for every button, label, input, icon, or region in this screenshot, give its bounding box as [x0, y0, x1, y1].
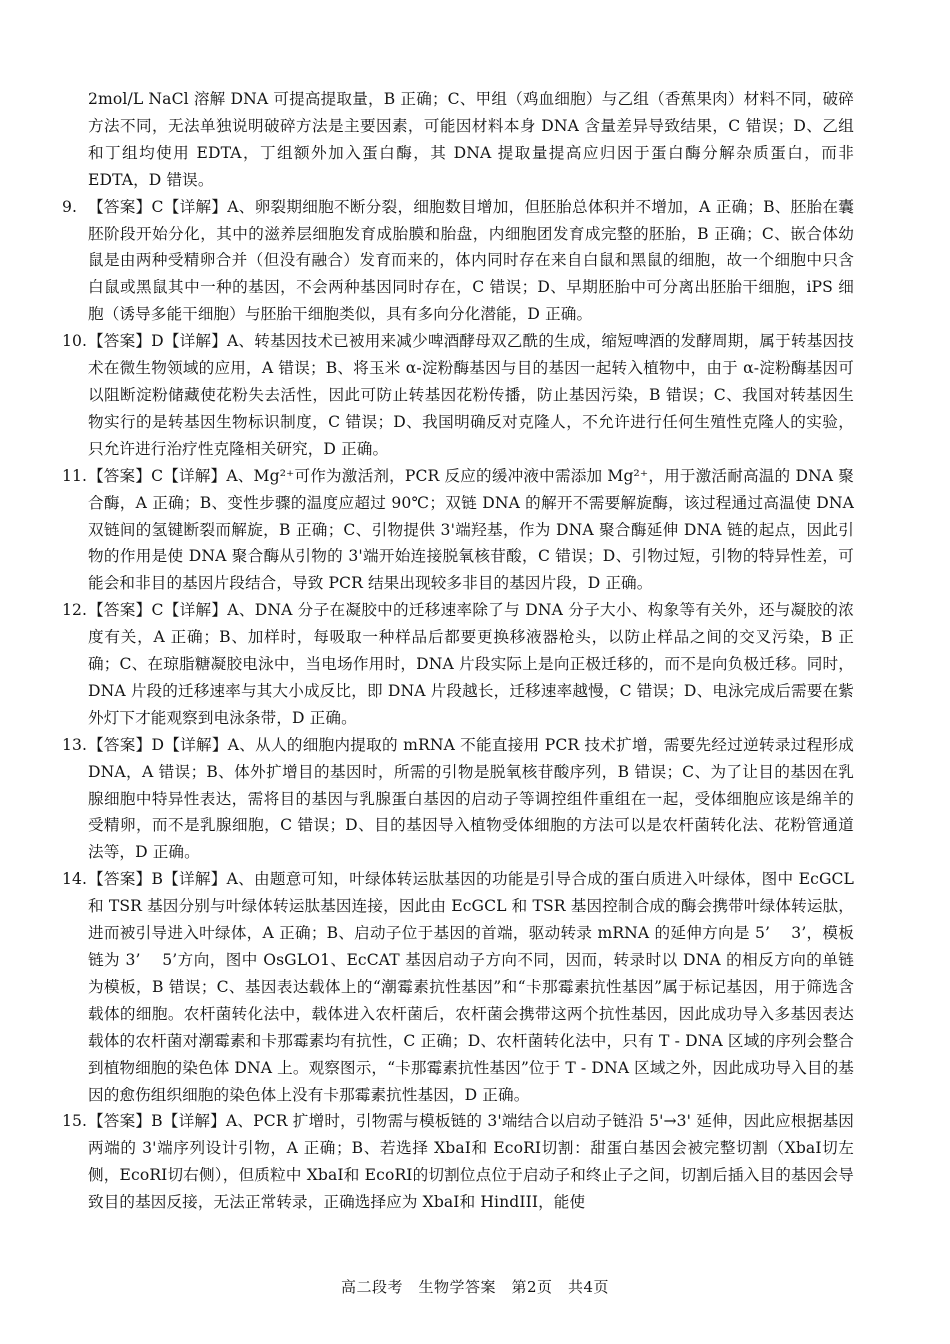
item-number: 10. [62, 332, 88, 351]
item-text: 【答案】B【详解】A、PCR 扩增时，引物需与模板链的 3'端结合以启动子链沿 5'→3' 延伸，因此应根据基因两端的 3'端序列设计引物，A 正确；B、若选择 XbaI和 EcoRI切割：甜蛋白基因会被完整切割（XbaI切左侧，EcoRI切右侧），但质粒中 XbaI和 EcoRI的切割位点位于启动子和终止子之间，切割后插入目的基因会导致目的基因反接，无法正常转录，正确选择应为 XbaI和 HindIII，能使 [88, 1112, 854, 1212]
answer-item-12 [62, 597, 854, 732]
item-text: 【答案】D【详解】A、转基因技术已被用来减少啤酒酵母双乙酰的生成，缩短啤酒的发酵周期，属于转基因技术在微生物领域的应用，A 错误；B、将玉米 α-淀粉酶基因与目的基因一起转入植物中，由于 α-淀粉酶基因可以阻断淀粉储藏使花粉失去活性，因此可防止转基因花粉传播，防止基因污染，B 错误；C、我国对转基因生物实行的是转基因生物标识制度，C 错误；D、我国明确反对克隆人，不允许进行任何生殖性克隆人的实验，只允许进行治疗性克隆相关研究，D 正确。 [88, 332, 854, 458]
answer-item-11 [62, 463, 854, 598]
item-number: 12. [62, 601, 88, 620]
item-number: 15. [62, 1112, 88, 1131]
item-text: 【答案】C【详解】A、Mg²⁺可作为激活剂，PCR 反应的缓冲液中需添加 Mg²⁺，用于激活耐高温的 DNA 聚合酶，A 正确；B、变性步骤的温度应超过 90℃；双链 DNA 的解开不需要解旋酶，该过程通过高温使 DNA 双链间的氢键断裂而解旋，B 正确；C、引物提供 3'端羟基，作为 DNA 聚合酶延伸 DNA 链的起点，因此引物的作用是使 DNA 聚合酶从引物的 3'端开始连接脱氧核苷酸，C 错误；D、引物过短，引物的特异性差，可能会和非目的基因片段结合，导致 PCR 结果出现较多非目的基因片段，D 正确。 [88, 466, 854, 593]
item-number: 9. [62, 197, 78, 216]
item-text: 【答案】C【详解】A、DNA 分子在凝胶中的迁移速率除了与 DNA 分子大小、构象等有关外，还与凝胶的浓度有关，A 正确；B、加样时，每吸取一种样品后都要更换移液器枪头，以防止样品之间的交叉污染，B 正确；C、在琼脂糖凝胶电泳中，当电场作用时，DNA 片段实际上是向正极迁移的，而不是向负极迁移。同时，DNA 片段的迁移速率与其大小成反比，即 DNA 片段越长，迁移速率越慢，C 错误；D、电泳完成后需要在紫外灯下才能观察到电泳条带，D 正确。 [88, 601, 854, 727]
item-number: 11. [62, 466, 88, 485]
item-text: 【答案】B【详解】A、由题意可知，叶绿体转运肽基因的功能是引导合成的蛋白质进入叶绿体，图中 EcGCL 和 TSR 基因分别与叶绿体转运肽基因连接，因此由 EcGCL 和 TSR 基因控制合成的酶会携带叶绿体转运肽，进而被引导进入叶绿体，A 正确；B、启动子位于基因的首端，驱动转录 mRNA 的延伸方向是 5’ 3’，模板链为 3’ 5’方向，图中 OsGLO1、EcCAT 基因启动子方向不同，因而，转录时以 DNA 的相反方向的单链为模板，B 错误；C、基因表达载体上的“潮霉素抗性基因”和“卡那霉素抗性基因”属于标记基因，用于筛选含载体的细胞。农杆菌转化法中，载体进入农杆菌后，农杆菌会携带这两个抗性基因，因此成功导入多基因表达载体的农杆菌对潮霉素和卡那霉素均有抗性，C 正确；D、农杆菌转化法中，只有 T - DNA 区域的序列会整合到植物细胞的染色体 DNA 上。观察图示，“卡那霉素抗性基因”位于 T - DNA 区域之外，因此成功导入目的基因的愈伤组织细胞的染色体上没有卡那霉素抗性基因，D 正确。 [88, 870, 854, 1104]
item-number: 14. [62, 870, 88, 889]
item-text: 【答案】C【详解】A、卵裂期细胞不断分裂，细胞数目增加，但胚胎总体积并不增加，A 正确；B、胚胎在囊胚阶段开始分化，其中的滋养层细胞发育成胎膜和胎盘，内细胞团发育成完整的胚胎，B 正确；C、嵌合体幼鼠是由两种受精卵合并（但没有融合）发育而来的，体内同时存在来自白鼠和黑鼠的细胞，故一个细胞中只含白鼠或黑鼠其中一种的基因，不会两种基因同时存在，C 错误；D、早期胚胎中可分离出胚胎干细胞，iPS 细胞（诱导多能干细胞）与胚胎干细胞类似，具有多向分化潜能，D 正确。 [88, 197, 854, 324]
answer-content [62, 86, 854, 1216]
answer-item-10 [62, 328, 854, 463]
item-text: 【答案】D【详解】A、从人的细胞内提取的 mRNA 不能直接用 PCR 技术扩增，需要先经过逆转录过程形成 DNA，A 错误；B、体外扩增目的基因时，所需的引物是脱氧核苷酸序列，B 错误；C、为了让目的基因在乳腺细胞中特异性表达，需将目的基因与乳腺蛋白基因的启动子等调控组件重组在一起，受体细胞应该是绵羊的受精卵，而不是乳腺细胞，C 错误；D、目的基因导入植物受体细胞的方法可以是农杆菌转化法、花粉管通道法等，D 正确。 [88, 735, 854, 862]
continued-paragraph: 2mol/L NaCl 溶解 DNA 可提高提取量，B 正确；C、甲组（鸡血细胞）与乙组（香蕉果肉）材料不同，破碎方法不同，无法单独说明破碎方法是主要因素，可能因材料本身 DNA 含量差异导致结果，C 错误；D、乙组和丁组均使用 EDTA，丁组额外加入蛋白酶，其 DNA 提取量提高应归因于蛋白酶分解杂质蛋白，而非 EDTA，D 错误。 [88, 90, 854, 189]
answer-item-9 [62, 194, 854, 329]
answer-item-14 [62, 866, 854, 1108]
page-footer: 高二段考 生物学答案 第2页 共4页 [340, 1278, 610, 1296]
answer-item-15 [62, 1108, 854, 1216]
answer-item-13 [62, 732, 854, 867]
item-number: 13. [62, 735, 88, 754]
